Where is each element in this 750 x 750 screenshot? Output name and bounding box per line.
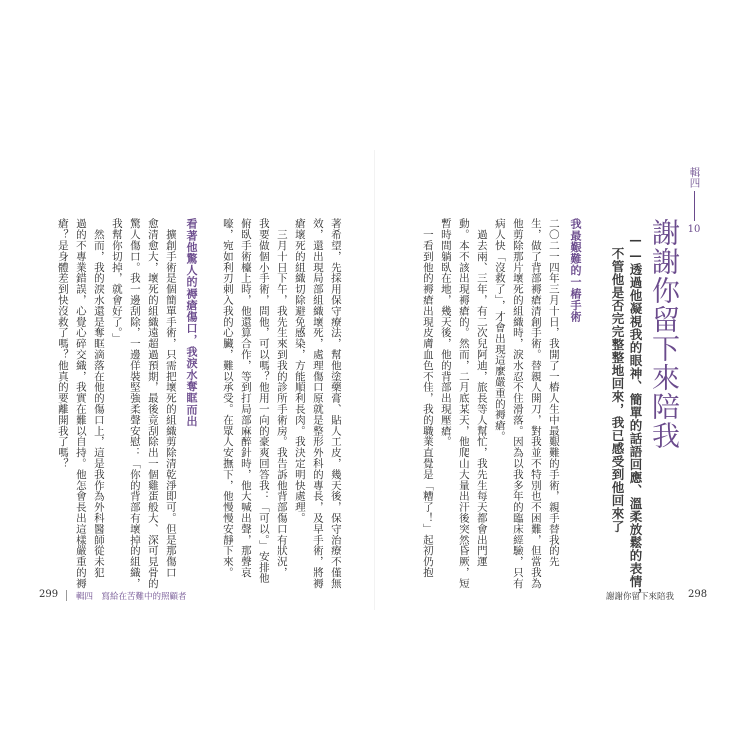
footer-separator [66, 590, 67, 601]
body-line: 擴創手術是個簡單手術，只需把壞死的組織剪除清乾淨即可。但是那傷口 [164, 218, 177, 578]
body-line: 著希望，先採用保守療法，幫他塗藥膏、貼人工皮，幾天後，保守治療不僅無 [329, 218, 342, 589]
body-line: 二〇二一四年三月十日，我開了一樁人生中最艱難的手術，親手替我的先 [547, 218, 560, 567]
body-line: 愈清愈大，壞死的組織遠超過預期，最後竟刮除出一個雞蛋般大、深可見骨的 [146, 218, 159, 589]
body-line: 驚人傷口。我一邊刮除，一邊佯裝堅強柔聲安慰：「你的背部有壞掉的組織， [128, 218, 141, 589]
body-line: 暫時間躺臥在地，幾天後，他的背部出現壓瘡。 [439, 218, 452, 447]
body-line: 他剪除那片壞死的組織時，淚水忍不住滑落。因為以我多年的臨床經驗，只有 [511, 218, 524, 589]
running-head-right: 謝謝你留下來陪我 [606, 592, 675, 602]
body-line: 病人快「沒救了」，才會出現這麼嚴重的褥瘡。 [493, 218, 506, 442]
chapter-divider [694, 191, 695, 221]
body-line: 我要做個小手術，問他，可以嗎？他用一向的豪爽回答我：「可以。」安排他 [257, 218, 270, 584]
subtitle-line-2: 不管他是否完完整整地回來，我已感受到他回來了 [610, 247, 625, 533]
body-line: 瘡壞死的組織切除避免感染，方能順利長肉。我決定明快處理。 [293, 218, 306, 524]
section-heading-right: 我最艱難的一樁手術 [569, 218, 582, 323]
article-title: 謝謝你留下來陪我 [648, 218, 681, 450]
subtitle-line-1: ——透過他凝視我的眼神、簡單的話語回應、溫柔放鬆的表情， [628, 232, 643, 601]
body-line: 動。本不該出現褥瘡的。然而，二月底某天，他爬山大量出汗後突然昏厥，短 [457, 218, 470, 589]
body-line: 一看到他的褥瘡出現皮膚血色不佳，我的職業直覺是「糟了！」起初仍抱 [421, 218, 434, 578]
gutter-shadow [374, 150, 375, 610]
running-head-left: 輯四 寫給在苦難中的照顧者 [76, 592, 187, 602]
body-line: 然而，我的淚水還是奪眶滴落在他的傷口上，這是我作為外科醫師從未犯 [92, 218, 105, 578]
body-line: 俯臥手術檯上時，他還算合作，等到打局部麻醉針時，他大喊出聲，那聲哀 [239, 218, 252, 578]
body-line: 三月十日下午，我先生來到我的診所手術房。我告訴他背部傷口有狀況， [275, 218, 288, 578]
chapter-label: 輯四 [688, 167, 701, 188]
section-heading-left: 看著他驚人的褥瘡傷口，我淚水奪眶而出 [185, 218, 198, 427]
body-line: 生，做了背部褥瘡清創手術。替親人開刀，對我並不特別也不困難，但當我為 [529, 218, 542, 589]
page-number-right: 298 [688, 589, 708, 600]
body-line: 過的不專業錯誤，心覺心碎交織，我實在難以自持。他怎會長出這樣嚴重的褥 [74, 218, 87, 589]
body-line: 嚎，宛如利刃刺入我的心臟，難以承受。在眾人安撫下，他慢慢安靜下來。 [221, 218, 234, 578]
chapter-tag [682, 167, 706, 235]
body-line: 效，還出現局部組織壞死，處理傷口原就是整形外科的專長，及早手術，將褥 [311, 218, 324, 589]
body-line: 過去兩、三年，有二次兒阿迪，旅長等人幫忙，我先生每天都會出門運 [475, 218, 488, 567]
chapter-page-number: 10 [687, 224, 701, 235]
body-line: 我幫你切掉，就會好了。」 [110, 218, 123, 344]
body-line: 瘡？是身體差到快沒救了嗎？他真的要離開我了嗎？ [56, 218, 69, 469]
page-number-left: 299 [39, 589, 59, 600]
